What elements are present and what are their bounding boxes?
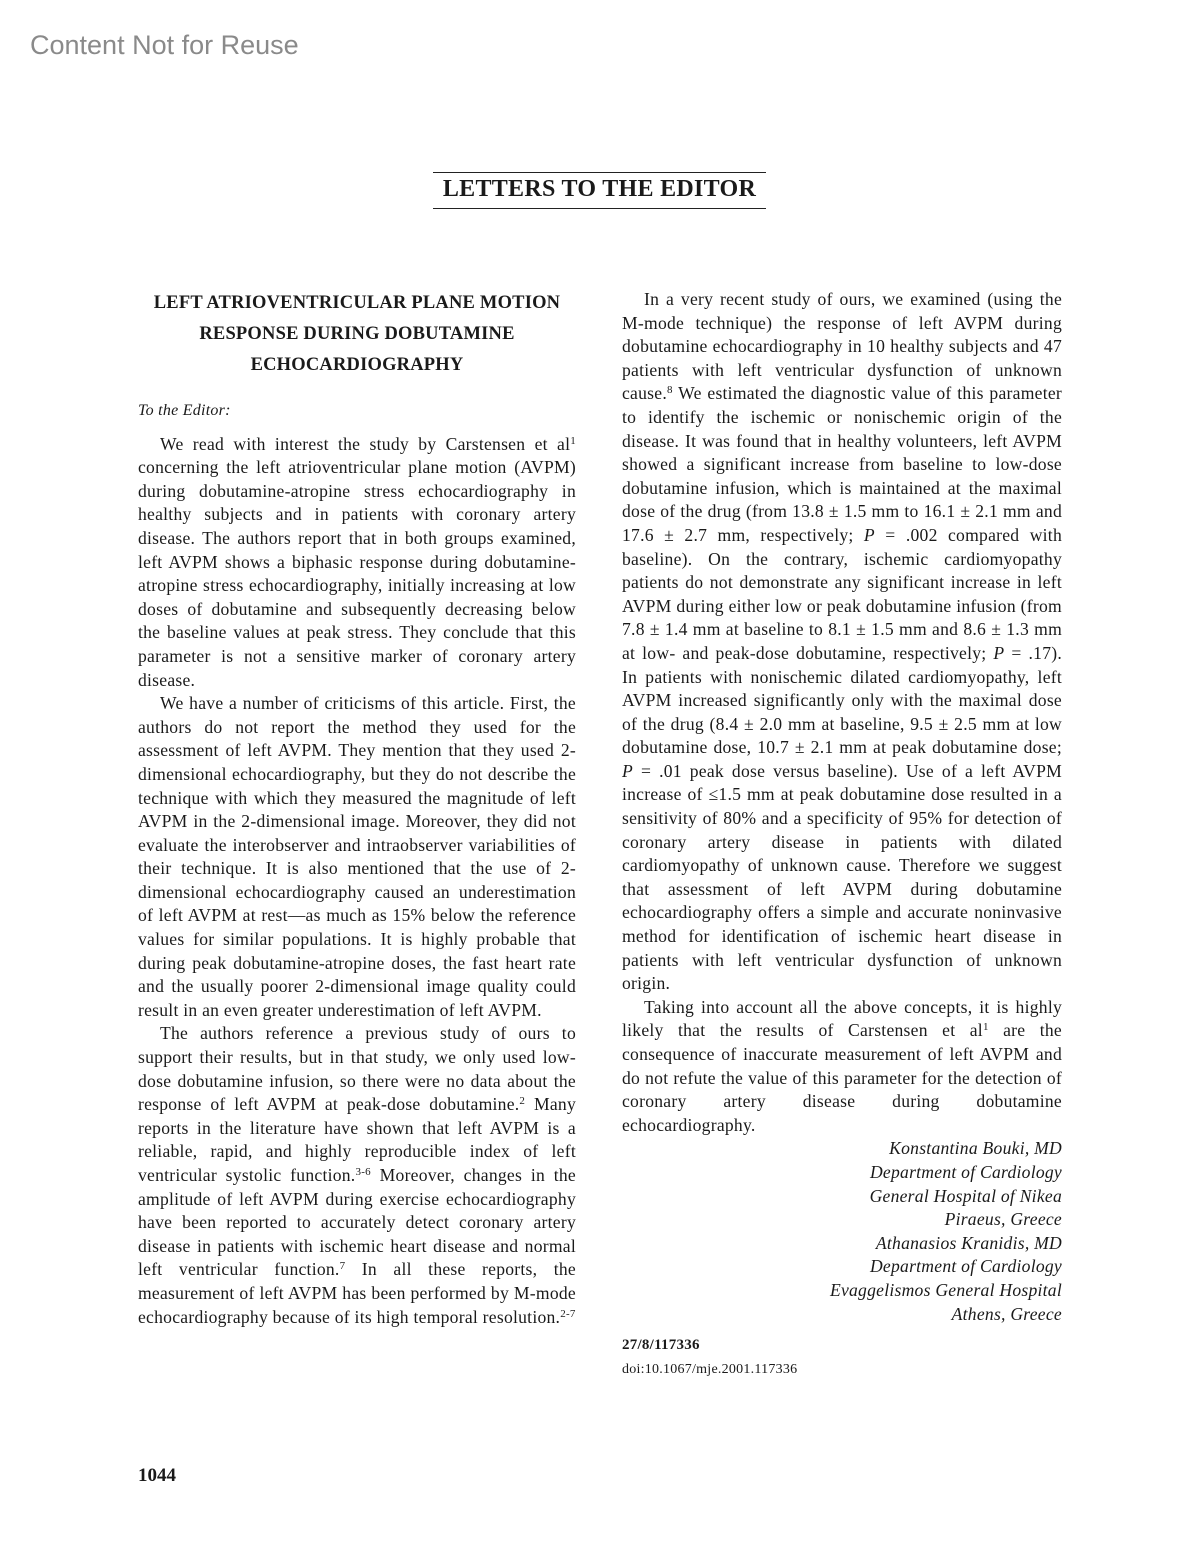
watermark: Content Not for Reuse xyxy=(30,30,299,60)
left-column xyxy=(138,288,576,1329)
paragraph-text: We estimated the diagnostic value of this parameter to identify the ischemic or nonischemic origin of the disease. It was found that in healthy volunteers, left AVPM showed a significant increase from baseline to low-dose dobutamine infusion, which is maintained at the maximal dose of the drug (from 13.8 ± 1.5 mm to 16.1 ± 2.1 mm and 17.6 ± 2.7 mm, respectively; xyxy=(622,383,1062,545)
signature-line: Piraeus, Greece xyxy=(944,1209,1062,1230)
paragraph xyxy=(138,1022,576,1329)
reference-id: 27/8/117336 xyxy=(622,1337,700,1354)
left-body xyxy=(138,433,576,1330)
paragraph-text: In all these reports, the measurement of left AVPM has been performed by M-mode echocardiography because of its high temporal resolution. xyxy=(138,1259,576,1327)
signature-line: General Hospital of Nikea xyxy=(869,1185,1062,1206)
right-column xyxy=(622,288,1062,1381)
article-title-line: ECHOCARDIOGRAPHY xyxy=(250,355,464,375)
reference-superscript: 7 xyxy=(339,1260,346,1273)
paragraph-text: = .002 compared with baseline). On the contrary, ischemic cardiomyopathy patients do not demonstrate any significant increase in left AVPM during either low or peak dobutamine infusion (from 7.8 ± 1.4 mm at baseline to 8.1 ± 1.5 mm and 8.6 ± 1.3 mm at low- and peak-dose dobutamine, respectively; xyxy=(622,524,1062,663)
page-number: 1044 xyxy=(138,1465,176,1486)
reference-superscript: 3-6 xyxy=(355,1166,371,1178)
reference-superscript: 1 xyxy=(982,1021,989,1034)
paragraph-text: concerning the left atrioventricular plane motion (AVPM) during dobutamine-atropine stress echocardiography in healthy subjects and in patients with coronary artery disease. The authors report that in both groups examined, left AVPM shows a biphasic response during dobutamine-atropine stress echocardiography, initially increasing at low doses of dobutamine and subsequently decreasing below the baseline values at peak stress. They conclude that this parameter is not a sensitive marker of coronary artery disease. xyxy=(138,457,576,690)
paragraph-text: = .17). In patients with nonischemic dilated cardiomyopathy, left AVPM increased significantly only with the maximal dose of the drug (8.4 ± 2.0 mm at baseline, 9.5 ± 2.5 mm at low dobutamine dose, 10.7 ± 2.1 mm at peak dobutamine dose; xyxy=(622,642,1062,758)
reference-superscript: 8 xyxy=(666,384,673,397)
paragraph-text: We read with interest the study by Carstensen et al xyxy=(160,433,571,454)
signature-line: Konstantina Bouki, MD xyxy=(889,1138,1062,1159)
article-title xyxy=(138,288,576,381)
salutation: To the Editor: xyxy=(138,402,231,419)
right-body xyxy=(622,288,1062,1137)
reference-superscript: 1 xyxy=(570,434,576,447)
doi: doi:10.1067/mje.2001.117336 xyxy=(622,1361,798,1377)
paragraph-text: We have a number of criticisms of this article. First, the authors do not report the method they used for the assessment of left AVPM. They mention that they used 2-dimensional echocardiography, but they do not describe the technique with which they measured the magnitude of left AVPM in the 2-dimensional image. Moreover, they did not evaluate the interobserver and intraobserver variabilities of their technique. It is also mentioned that the use of 2-dimensional echocardiography caused an underestimation of left AVPM at rest—as much as 15% below the reference values for similar populations. It is highly probable that during peak dobutamine-atropine doses, the fast heart rate and the usually poorer 2-dimensional image quality could result in an even greater underestimation of left AVPM. xyxy=(138,693,576,1020)
signature-line: Evaggelismos General Hospital xyxy=(829,1279,1062,1300)
paragraph xyxy=(138,692,576,1022)
signature-line: Athens, Greece xyxy=(951,1303,1062,1324)
section-title: LETTERS TO THE EDITOR xyxy=(433,172,766,209)
article-title-line: RESPONSE DURING DOBUTAMINE xyxy=(199,324,515,344)
reference-superscript: 2-7 xyxy=(560,1307,576,1320)
signature-line: Athanasios Kranidis, MD xyxy=(875,1232,1062,1253)
paragraph xyxy=(622,996,1062,1138)
paragraph-text: Moreover, changes in the amplitude of left AVPM during exercise echocardiography have been reported to accurately detect coronary artery disease in patients with ischemic heart disease and normal left ventricular function. xyxy=(138,1165,576,1280)
reference-superscript: 2 xyxy=(519,1095,526,1108)
italic-text: P xyxy=(993,642,1005,663)
signature-line: Department of Cardiology xyxy=(869,1256,1062,1277)
italic-text: P xyxy=(622,760,633,781)
paragraph-text: Many reports in the literature have shown that left AVPM is a reliable, rapid, and highly reproducible index of left ventricular systolic function. xyxy=(138,1094,576,1185)
paragraph-text: Taking into account all the above concepts, it is highly likely that the results of Carstensen et al xyxy=(622,996,1062,1041)
paragraph xyxy=(138,433,576,693)
paragraph xyxy=(622,288,1062,996)
paragraph-text: = .01 peak dose versus baseline). Use of a left AVPM increase of ≤1.5 mm at peak dobutamine dose resulted in a sensitivity of 80% and a specificity of 95% for detection of coronary artery disease in patients with dilated cardiomyopathy of unknown cause. Therefore we suggest that assessment of left AVPM during dobutamine echocardiography offers a simple and accurate noninvasive method for identification of ischemic heart disease in patients with left ventricular dysfunction of unknown origin. xyxy=(622,760,1062,994)
italic-text: P xyxy=(863,524,875,545)
paragraph-text: In a very recent study of ours, we examined (using the M-mode technique) the response of left AVPM during dobutamine echocardiography in 10 healthy subjects and 47 patients with left ventricular dysfunction of unknown cause. xyxy=(622,289,1062,404)
article-title-line: LEFT ATRIOVENTRICULAR PLANE MOTION xyxy=(153,293,561,313)
signature-line: Department of Cardiology xyxy=(869,1161,1062,1182)
paragraph-text: The authors reference a previous study of ours to support their results, but in that study, we only used low-dose dobutamine infusion, so there were no data about the response of left AVPM at peak-dose dobutamine. xyxy=(138,1023,576,1115)
signature-block xyxy=(622,1137,1062,1326)
paragraph-text: are the consequence of inaccurate measurement of left AVPM and do not refute the value of this parameter for the detection of coronary artery disease during dobutamine echocardiography. xyxy=(622,1020,1062,1135)
